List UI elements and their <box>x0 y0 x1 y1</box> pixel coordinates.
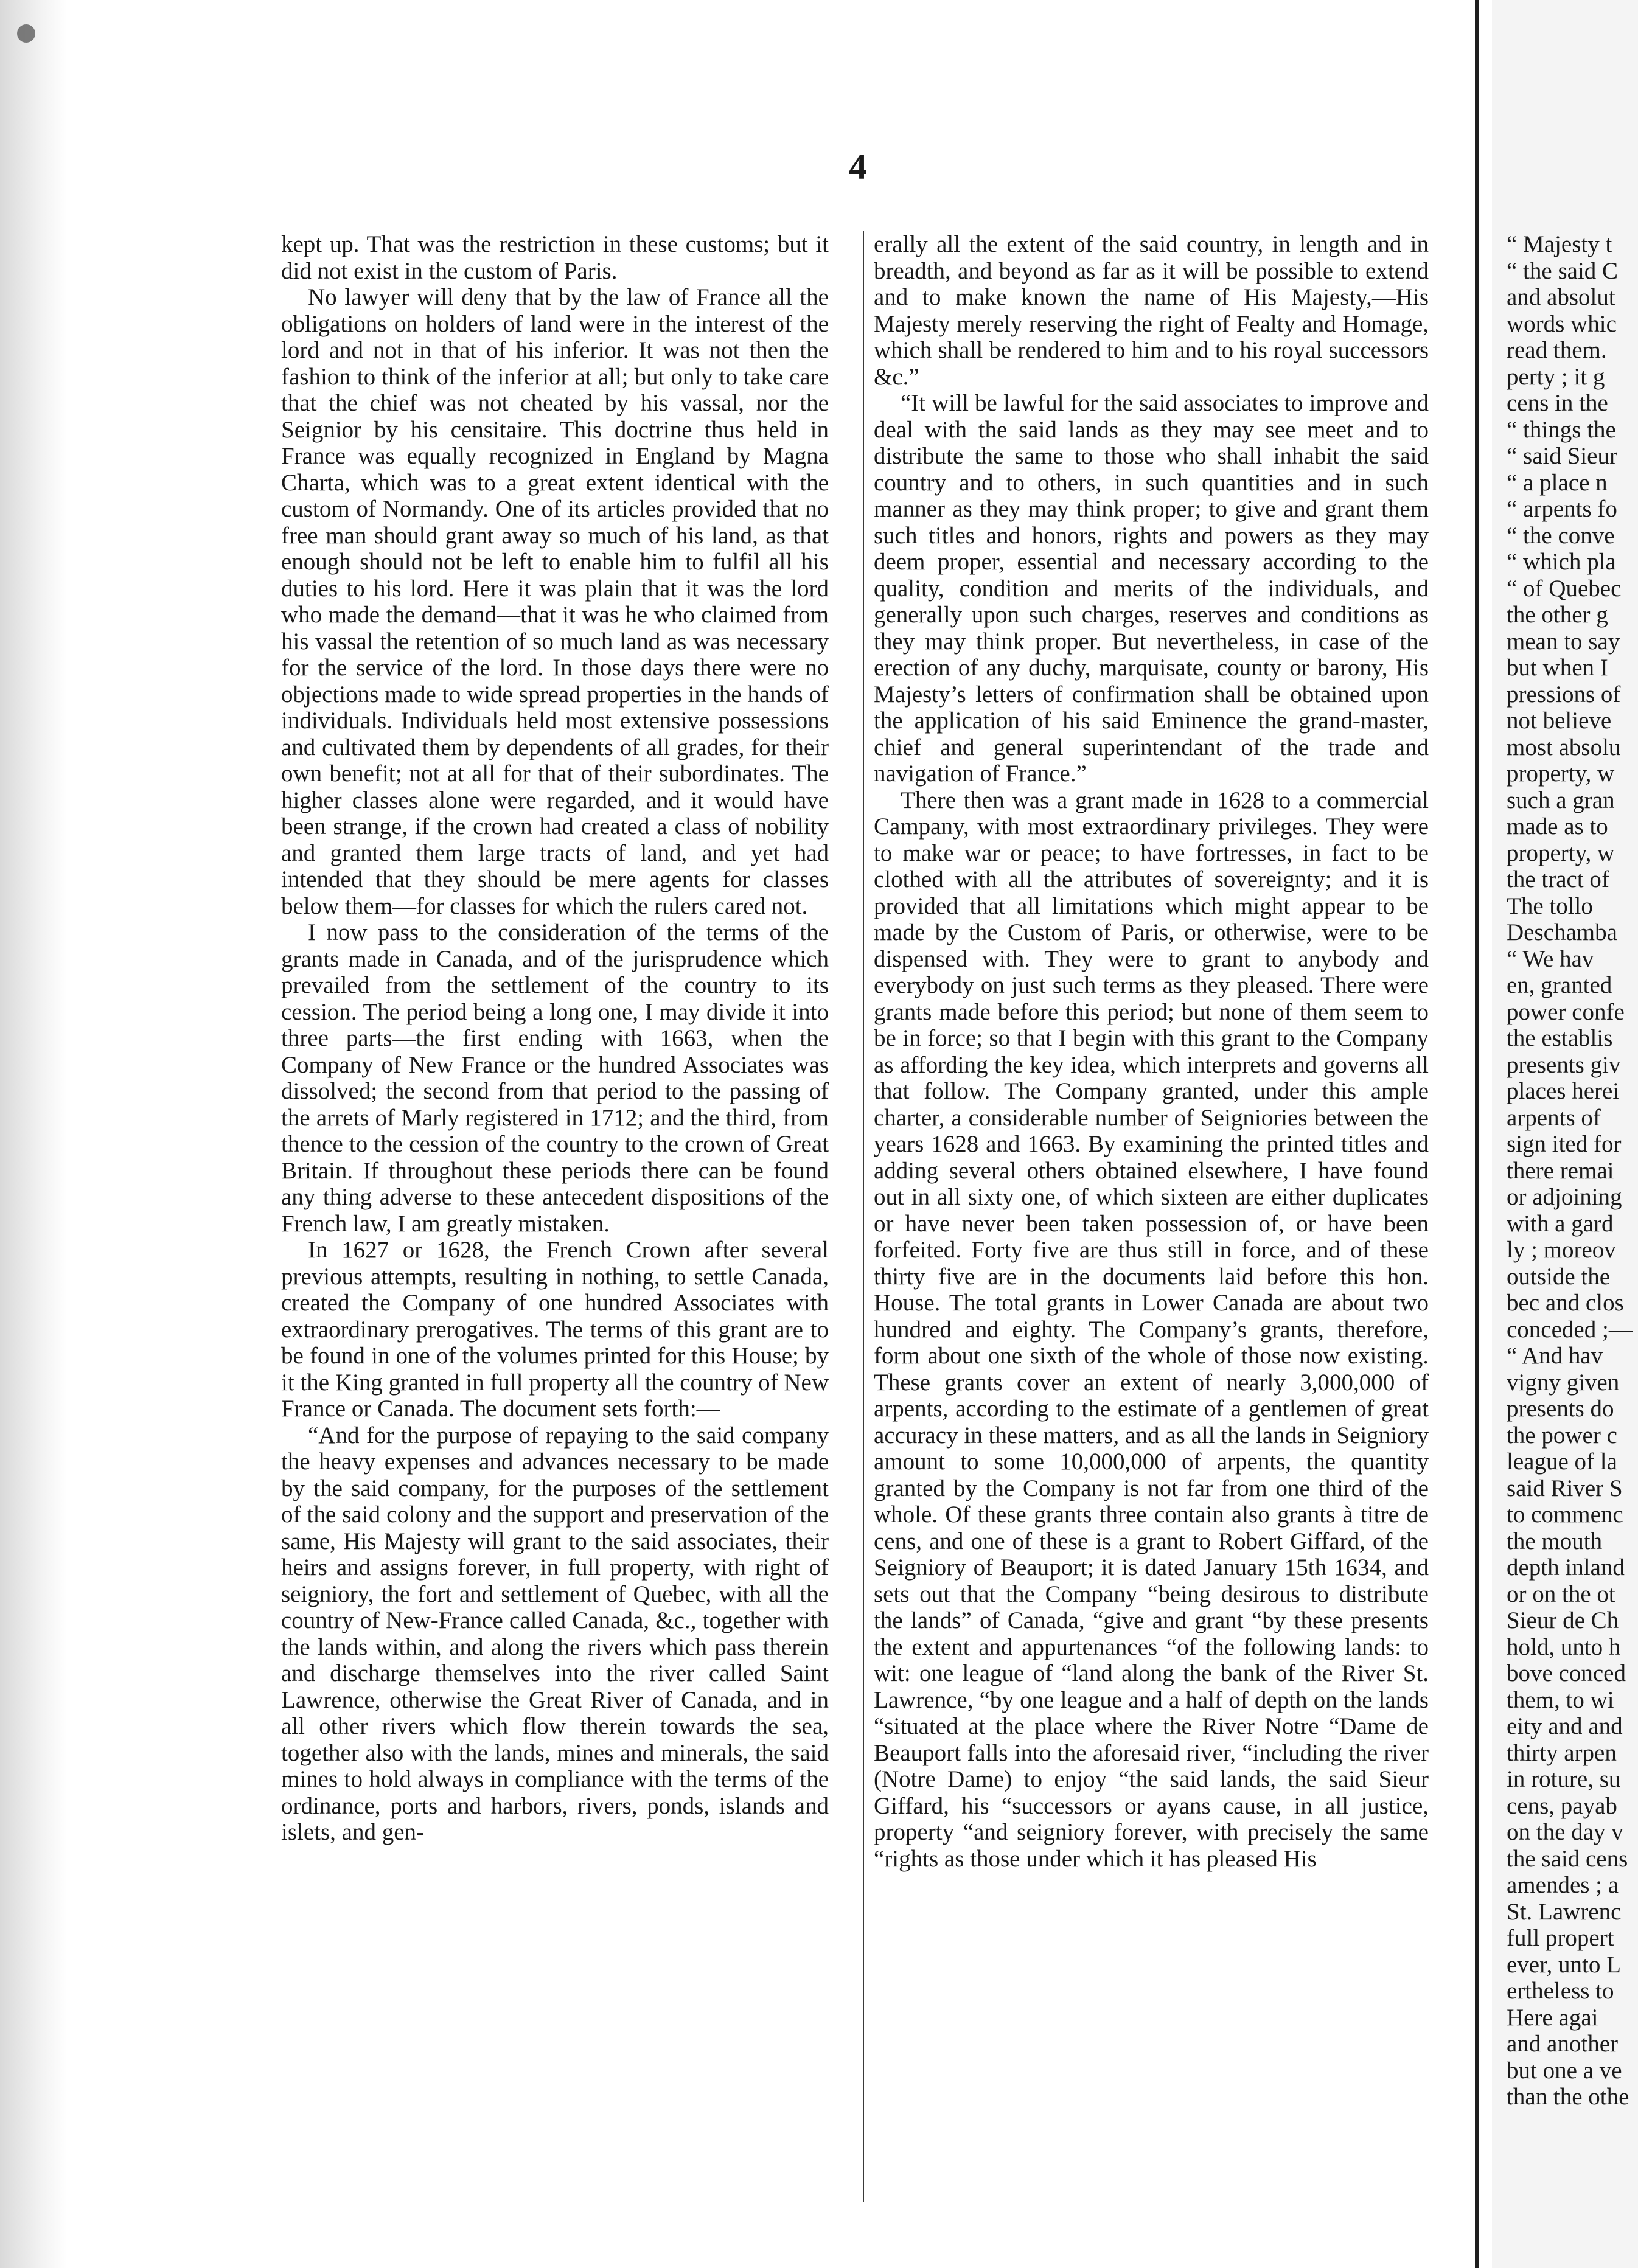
edge-line: “ a place n <box>1507 469 1608 496</box>
edge-line: St. Lawrenc <box>1507 1898 1622 1925</box>
edge-line: to commenc <box>1507 1501 1623 1528</box>
edge-line: words whic <box>1507 310 1617 337</box>
edge-line: Here agai <box>1507 2004 1598 2031</box>
edge-line: “ And hav <box>1507 1343 1603 1369</box>
edge-line: “ Majesty t <box>1507 231 1612 257</box>
edge-line: them, to wi <box>1507 1686 1614 1713</box>
edge-line: depth inland <box>1507 1554 1625 1581</box>
edge-line: “ We hav <box>1507 945 1594 972</box>
edge-line: such a gran <box>1507 787 1615 813</box>
edge-line: presents do <box>1507 1396 1614 1422</box>
edge-line: the establis <box>1507 1025 1613 1051</box>
edge-line: “ said Sieur <box>1507 443 1617 469</box>
edge-line: the other g <box>1507 602 1608 628</box>
edge-line: with a gard <box>1507 1210 1614 1237</box>
middle-column <box>863 231 1429 2202</box>
edge-line: most absolu <box>1507 734 1621 760</box>
paragraph: No lawyer will deny that by the law of France all the obligations on holders of land were in the interest of the lord and not in that of his inferior. It was not then the fashion to think of the inferior at all; but only to take care that the chief was not cheated by his vassal, nor the Seignior by his censitaire. This doctrine thus held in France was equally recognized in England by Magna Charta, which was to a great extent identical with the custom of Normandy. One of its articles provided that no free man should grant away so much of his land, as that enough should not be left to enable him to fulfil all his duties to his lord. Here it was plain that it was the lord who made the demand—that it was he who claimed from his vassal the retention of so much land as was necessary for the service of the lord. In those days there were no objections made to wide spread properties in the hands of individuals. Individuals held most extensive possessions and cultivated them by dependents of all grades, for their own benefit; not at all for that of their subordinates. The higher classes alone were regarded, and it would have been strange, if the crown had created a class of nobility and granted them large tracts of land, and yet had intended that they should be mere agents for classes below them—for classes for which the rulers cared not. <box>281 284 829 919</box>
quotation-paragraph: “And for the purpose of repaying to the said company the heavy expenses and advances necessary to be made by the said company, for the purposes of the settlement of the said colony and the support and preservation of the same, His Majesty will grant to the said associates, their heirs and assigns forever, in full property, with right of seigniory, the fort and settlement of Quebec, with all the country of New-France called Canada, &c., together with the lands within, and along the rivers which pass therein and discharge themselves into the river called Saint Lawrence, otherwise the Great River of Canada, and in all other rivers which flow therein towards the sea, together also with the lands, mines and minerals, the said mines to hold always in compliance with the terms of the ordinance, ports and harbors, rivers, ponds, islands and islets, and gen- <box>281 1422 829 1845</box>
right-edge-column <box>1507 231 1638 2110</box>
edge-line: bec and clos <box>1507 1290 1624 1316</box>
edge-line: or on the ot <box>1507 1581 1615 1607</box>
edge-line: “ the said C <box>1507 257 1619 284</box>
edge-line: property, w <box>1507 760 1615 787</box>
edge-line: than the othe <box>1507 2084 1629 2110</box>
edge-line: Sieur de Ch <box>1507 1607 1619 1633</box>
edge-line: outside the <box>1507 1263 1611 1290</box>
edge-line: league of la <box>1507 1449 1617 1475</box>
edge-line: cens, payab <box>1507 1792 1617 1819</box>
edge-line: amendes ; a <box>1507 1872 1619 1898</box>
edge-line: “ arpents fo <box>1507 496 1617 522</box>
left-column <box>281 231 829 1846</box>
edge-line: in roture, su <box>1507 1766 1621 1792</box>
quotation-paragraph: “It will be lawful for the said associates to improve and deal with the said lands as they may see meet and to distribute the same to those who shall inhabit the said country and to others, in such quantities and in such manner as they may think proper; to give and grant them such titles and honors, rights and powers as they may deem proper, essential and necessary according to the quality, condition and merits of the individuals, and generally upon such charges, reserves and conditions as they may think proper. But nevertheless, in case of the erection of any duchy, marquisate, county or barony, His Majesty’s letters of confirmation shall be obtained upon the application of his said Eminence the grand-master, chief and general superintendant of the trade and navigation of France.” <box>874 390 1429 787</box>
edge-line: sign ited for <box>1507 1131 1622 1157</box>
edge-line: thirty arpen <box>1507 1739 1617 1766</box>
edge-line: and absolut <box>1507 284 1615 310</box>
edge-line: not believe <box>1507 708 1612 734</box>
paragraph: In 1627 or 1628, the French Crown after several previous attempts, resulting in nothing, to settle Canada, created the Company of one hundred Associates with extraordinary prerogatives. The terms of this grant are to be found in one of the volumes printed for this House; by it the King granted in full property all the country of New France or Canada. The document sets forth:— <box>281 1237 829 1422</box>
edge-line: and another <box>1507 2031 1619 2057</box>
edge-line: power confe <box>1507 998 1625 1025</box>
page-fold-rule <box>1475 0 1479 2268</box>
edge-line: “ of Quebec <box>1507 575 1622 602</box>
edge-line: eity and and <box>1507 1713 1623 1739</box>
paragraph: There then was a grant made in 1628 to a commercial Campany, with most extraordinary privileges. They were to make war or peace; to have fortresses, in fact to be clothed with all the attributes of sovereignty; and it is provided that all limitations which might appear to be made by the Custom of Paris, or otherwise, were to be dispensed with. They were to grant to anybody and everybody on just such terms as they pleased. There were grants made before this period; but none of them seem to be in force; so that I begin with this grant to the Company as affording the key idea, which interprets and governs all that follow. The Company granted, under this ample charter, a considerable number of Seigniories between the years 1628 and 1663. By examining the printed titles and adding several others obtained elsewhere, I have found out in all sixty one, of which sixteen are either duplicates or have never been taken possession of, or have been forfeited. Forty five are thus still in force, and of these thirty five are in the documents laid before this hon. House. The total grants in Lower Canada are about two hundred and eighty. The Company’s grants, therefore, form about one sixth of the whole of those now existing. These grants cover an extent of nearly 3,000,000 of arpents, according to the estimate of a gentlemen of great accuracy in these matters, and as all the lands in Seigniory amount to some 10,000,000 of arpents, the quantity granted by the Company is not far from one third of the whole. Of these grants three contain also grants à titre de cens, and one of these is a grant to Robert Giffard, of the Seigniory of Beauport; it is dated January 15th 1634, and sets out that the Company “being desirous to distribute the lands” of Canada, “give and grant “by these presents the extent and appurtenances “of the following lands: to wit: one league of “land along the bank of the River St. Lawrence, “by one league and a half of depth on the lands “situated at the place where the River Notre “Dame de Beauport falls into the aforesaid river, “including the river (Notre Dame) to enjoy “the said lands, the said Sieur Giffard, his “successors or ayans cause, in all justice, property “and seigniory forever, with precisely the same “rights as those under which it has pleased His <box>874 787 1429 1872</box>
edge-line: ever, unto L <box>1507 1951 1621 1978</box>
edge-line: vigny given <box>1507 1369 1620 1396</box>
edge-line: the power c <box>1507 1422 1617 1449</box>
edge-line: hold, unto h <box>1507 1633 1621 1660</box>
edge-line: en, granted <box>1507 972 1612 998</box>
edge-line: conceded ;— <box>1507 1316 1633 1343</box>
edge-line: ertheless to <box>1507 1978 1614 2004</box>
edge-line: on the day v <box>1507 1819 1623 1845</box>
edge-line: the mouth <box>1507 1528 1603 1554</box>
edge-line: Deschamba <box>1507 919 1617 945</box>
edge-line: but one a ve <box>1507 2057 1622 2084</box>
edge-line: “ which pla <box>1507 549 1616 575</box>
edge-line: but when I <box>1507 655 1608 681</box>
scan-mark <box>17 24 35 43</box>
edge-line: bove conced <box>1507 1660 1626 1686</box>
edge-line: there remai <box>1507 1157 1614 1184</box>
paragraph: I now pass to the consideration of the terms of the grants made in Canada, and of the jurisprudence which prevailed from the settlement of the country to its cession. The period being a long one, I may divide it into three parts—the first ending with 1663, when the Company of New France or the hundred Associates was dissolved; the second from that period to the passing of the arrets of Marly registered in 1712; and the third, from thence to the cession of the country to the crown of Great Britain. If throughout these periods there can be found any thing adverse to these antecedent dispositions of the French law, I am greatly mistaken. <box>281 919 829 1237</box>
edge-line: “ things the <box>1507 416 1616 443</box>
edge-line: read them. <box>1507 337 1607 363</box>
edge-line: full propert <box>1507 1925 1614 1951</box>
page-number: 4 <box>849 147 867 187</box>
edge-line: pressions of <box>1507 681 1621 708</box>
quotation-paragraph: erally all the extent of the said country, in length and in breadth, and beyond as far as it will be possible to extend and to make known the name of His Majesty,—His Majesty merely reserving the right of Fealty and Homage, which shall be rendered to him and to his royal successors &c.” <box>874 231 1429 390</box>
edge-line: the tract of <box>1507 866 1609 892</box>
edge-line: said River S <box>1507 1475 1623 1501</box>
edge-line: mean to say <box>1507 628 1620 655</box>
edge-line: perty ; it g <box>1507 363 1605 390</box>
scan-edge-shadow <box>0 0 67 2268</box>
edge-line: “ the conve <box>1507 522 1615 549</box>
edge-line: cens in the <box>1507 390 1608 416</box>
paragraph: kept up. That was the restriction in these customs; but it did not exist in the custom of Paris. <box>281 231 829 284</box>
edge-line: presents giv <box>1507 1051 1621 1078</box>
edge-line: ly ; moreov <box>1507 1237 1616 1263</box>
edge-line: places herei <box>1507 1078 1620 1104</box>
edge-line: made as to <box>1507 813 1608 840</box>
edge-line: The tollo <box>1507 892 1593 919</box>
edge-line: property, w <box>1507 840 1615 866</box>
edge-line: the said cens <box>1507 1845 1628 1872</box>
edge-line: arpents of <box>1507 1104 1601 1131</box>
edge-line: or adjoining <box>1507 1184 1622 1210</box>
